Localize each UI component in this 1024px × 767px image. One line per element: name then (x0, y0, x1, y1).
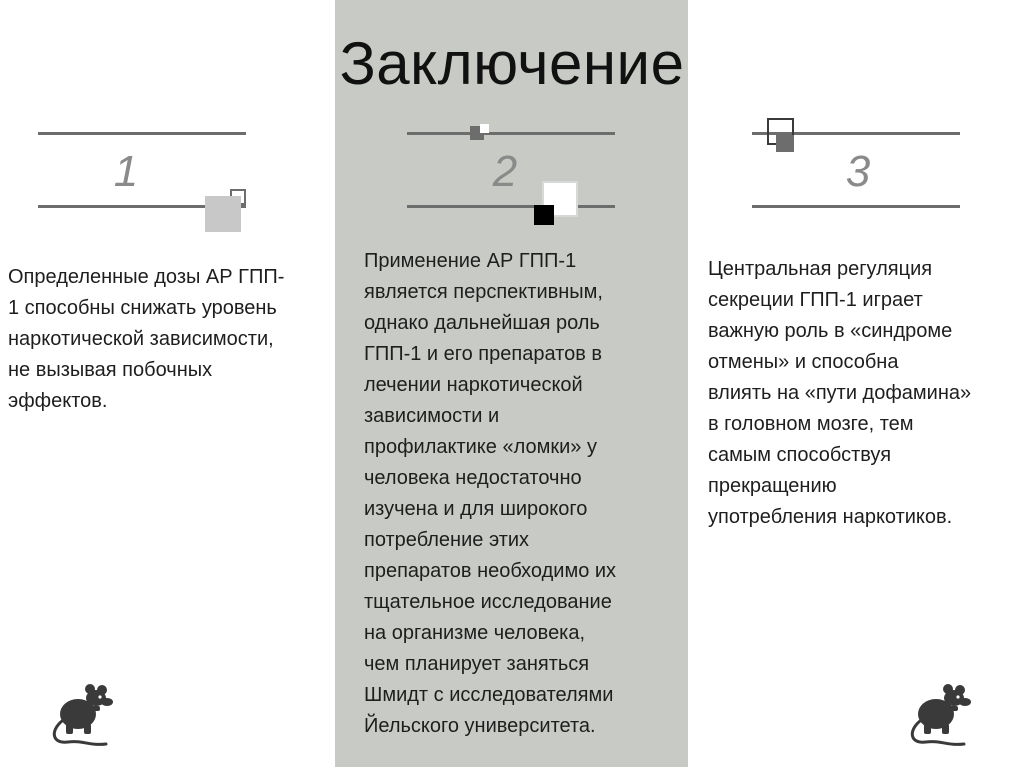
column-2-bottom-rule (407, 205, 615, 208)
column-3-number: 3 (845, 147, 871, 196)
slide-title: Заключение (339, 30, 685, 97)
column-2-text: Применение АР ГПП-1 является перспективным, однако дальнейшая роль ГПП-1 и его препаратов в лечении наркотической зависимости и профилактике «ломки» у человека недостаточно изучена и для широкого потребление этих препаратов необходимо их тщательное исследование на организме человека, чем планирует заняться Шмидт с исследователями Йельского университета. (364, 250, 617, 737)
mouse-icon (44, 676, 124, 756)
column-1-text: Определенные дозы АР ГПП- 1 способны снижать уровень наркотической зависимости, не вызывая побочных эффектов. (8, 266, 285, 412)
column-3-bottom-rule (752, 205, 960, 208)
column-3-text: Центральная регуляция секреции ГПП-1 играет важную роль в «синдроме отмены» и способна влиять на «пути дофамина» в головном мозге, тем самым способствуя прекращению употребления наркотиков. (708, 258, 972, 528)
column-2-top-rule (407, 132, 615, 135)
mouse-icon (902, 676, 982, 756)
column-1-filled-square (205, 196, 241, 232)
column-1-top-rule (38, 132, 246, 135)
column-2-number: 2 (492, 147, 518, 196)
column-2-small-white-square (480, 124, 489, 133)
column-3-filled-square (776, 135, 794, 152)
column-2-black-square (534, 205, 554, 225)
column-1-number: 1 (113, 147, 139, 196)
